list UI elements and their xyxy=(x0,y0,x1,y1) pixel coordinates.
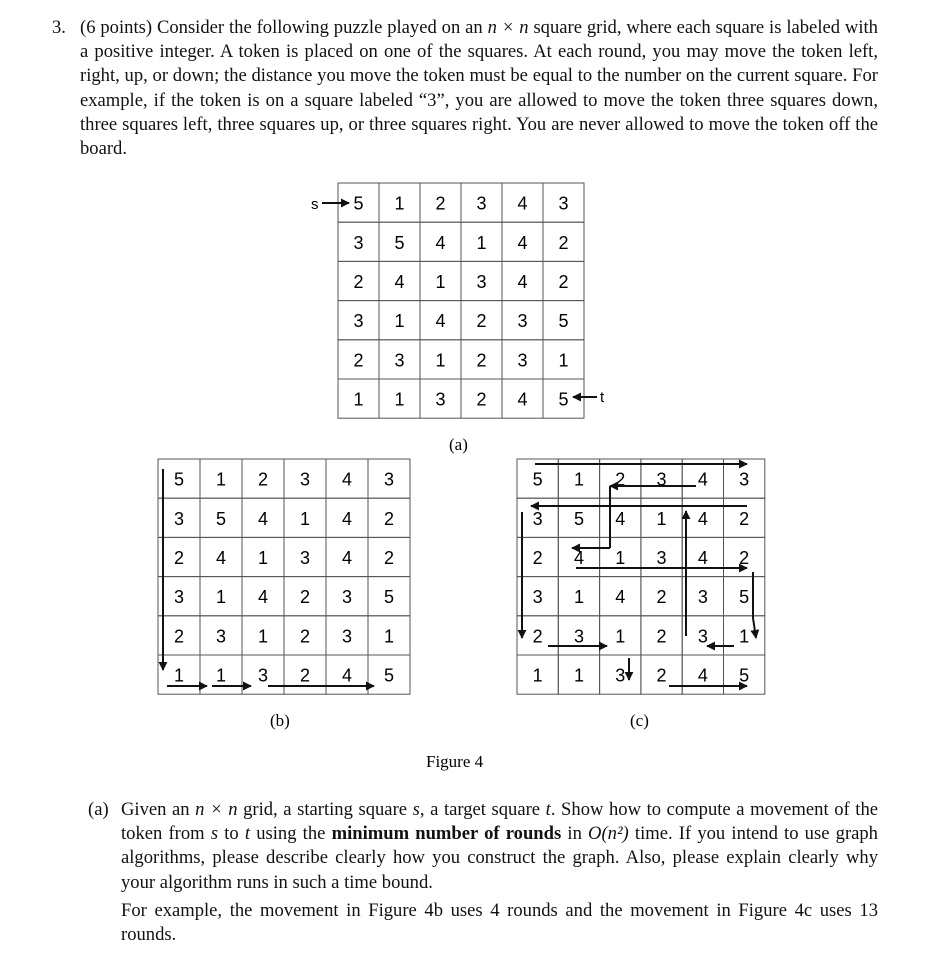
grid-a-cell-r0-c4: 4 xyxy=(517,193,528,214)
problem-points: (6 points) xyxy=(80,17,153,38)
grid-a-cell-r4-c2: 1 xyxy=(435,350,446,371)
grid-c-cell-r0-c1: 1 xyxy=(573,469,584,490)
part-a-text-5: to xyxy=(218,823,245,845)
grid-b-cell-r4-c1: 3 xyxy=(215,626,227,647)
grid-a-cell-r5-c3: 2 xyxy=(476,389,487,410)
grid-a-cell-r1-c2: 4 xyxy=(435,232,446,253)
grid-a-cell-r4-c5: 1 xyxy=(558,350,569,371)
grid-a-cell-r0-c1: 1 xyxy=(394,193,405,214)
grid-b-cell-r3-c5: 5 xyxy=(383,587,395,608)
grid-c-cell-r1-c5: 2 xyxy=(739,508,750,529)
grid-b-cell-r4-c3: 2 xyxy=(299,626,311,647)
grid-a-cell-r1-c0: 3 xyxy=(353,232,364,253)
grid-c-cell-r3-c4: 3 xyxy=(697,587,708,608)
path-b xyxy=(163,469,374,686)
grid-c-cell-r2-c0: 2 xyxy=(532,548,543,568)
grid-b-cell-r2-c5: 2 xyxy=(383,548,395,568)
part-a-n-by-n: n × n xyxy=(195,799,238,820)
grid-c-cell-r0-c5: 3 xyxy=(739,469,750,490)
grid-a-cell-r3-c4: 3 xyxy=(517,311,528,332)
grid-b xyxy=(158,459,410,694)
grid-c-cell-r3-c0: 3 xyxy=(532,587,543,608)
grid-c-cell-r4-c2: 1 xyxy=(615,626,626,647)
problem-number: 3. xyxy=(52,17,66,38)
grid-b-cell-r3-c2: 4 xyxy=(257,587,269,608)
grid-b-cell-r1-c2: 4 xyxy=(257,508,269,529)
problem-n-by-n: n × n xyxy=(487,17,529,38)
grid-b-cell-r1-c5: 2 xyxy=(383,508,395,529)
grid-a-cell-r5-c5: 5 xyxy=(558,389,569,410)
grid-c-cell-r4-c1: 3 xyxy=(573,626,584,647)
grid-c-cell-r1-c3: 1 xyxy=(656,508,667,529)
grid-b-cell-r5-c3: 2 xyxy=(299,665,311,686)
grid-b-cell-r4-c0: 2 xyxy=(173,626,185,647)
grid-a-cell-r1-c1: 5 xyxy=(394,232,405,253)
grid-a-cell-r2-c1: 4 xyxy=(394,272,405,292)
grid-b-cell-r3-c0: 3 xyxy=(173,587,185,608)
grid-c-cell-r0-c4: 4 xyxy=(697,469,708,490)
grid-c-cell-r3-c2: 4 xyxy=(615,587,626,608)
grid-b-cell-r5-c2: 3 xyxy=(257,665,269,686)
grid-b-cell-r1-c0: 3 xyxy=(173,508,185,529)
part-a-text-7: in xyxy=(561,823,589,845)
grid-a-cell-r4-c1: 3 xyxy=(394,350,405,371)
grid-b-cell-r0-c5: 3 xyxy=(383,469,395,490)
grid-b-cell-r2-c0: 2 xyxy=(173,548,185,568)
grid-b-cell-r5-c4: 4 xyxy=(341,665,353,686)
grid-b-cell-r4-c4: 3 xyxy=(341,626,353,647)
grid-c-cell-r4-c4: 3 xyxy=(697,626,708,647)
grid-a-cell-r2-c4: 4 xyxy=(517,272,528,292)
grid-b-cell-r3-c1: 1 xyxy=(215,587,227,608)
grid-b-cell-r0-c1: 1 xyxy=(215,469,227,490)
grid-b-cell-r1-c1: 5 xyxy=(215,508,227,529)
grid-b-cell-r0-c2: 2 xyxy=(257,469,269,490)
part-a-label: (a) xyxy=(88,799,109,820)
grid-a-cell-r0-c5: 3 xyxy=(558,193,569,214)
part-a-text-4: . Show how to compute a movement of the token from xyxy=(121,799,878,845)
figure-title: Figure 4 xyxy=(426,752,484,771)
grid-a-cell-r2-c0: 2 xyxy=(353,272,364,292)
grid-b-cell-r5-c1: 1 xyxy=(215,665,227,686)
grid-a-cell-r5-c1: 1 xyxy=(394,389,405,410)
grid-a-cell-r1-c5: 2 xyxy=(558,232,569,253)
part-a-text-1: Given an xyxy=(121,799,196,820)
grid-b-cell-r1-c4: 4 xyxy=(341,508,353,529)
grid-c-cell-r0-c3: 3 xyxy=(656,469,667,490)
problem-intro-2: square grid, where each square is labeled with a positive integer. A token is placed on one of the squares. At each round, you may move the token left, right, up, or down; the distance you move the token must be equal to the number on the current square. For example, if the token is on a square labeled “3”, you are allowed to move the token three squares down, three squares left, three squares up, or three squares right. You are never allowed to move the token off the board. xyxy=(80,17,878,160)
part-a-text-2: grid, a starting square xyxy=(237,799,413,820)
grid-c-cell-r1-c1: 5 xyxy=(573,508,584,529)
grid-c-cell-r5-c5: 5 xyxy=(739,665,750,686)
grid-c-cell-r5-c3: 2 xyxy=(656,665,667,686)
grid-b-cell-r0-c4: 4 xyxy=(341,469,353,490)
grid-c-cell-r5-c0: 1 xyxy=(532,665,543,686)
grid-c-cell-r2-c1: 4 xyxy=(573,548,584,568)
grid-b-cell-r1-c3: 1 xyxy=(299,508,311,529)
part-a-example: For example, the movement in Figure 4b uses 4 rounds and the movement in Figure 4c uses 13 rounds. xyxy=(121,899,878,946)
grid-a-cell-r1-c3: 1 xyxy=(476,232,487,253)
grid-a-cell-r0-c2: 2 xyxy=(435,193,446,214)
grid-a-cell-r3-c0: 3 xyxy=(353,311,364,332)
grid-b-cell-r4-c5: 1 xyxy=(383,626,395,647)
grid-c-cell-r5-c1: 1 xyxy=(573,665,584,686)
grid-a-cell-r2-c2: 1 xyxy=(435,272,446,292)
caption-a: (a) xyxy=(449,435,468,454)
grid-c-cell-r2-c4: 4 xyxy=(697,548,708,568)
grid-b-cell-r0-c3: 3 xyxy=(299,469,311,490)
target-label: t xyxy=(600,389,605,406)
part-a-t2: t xyxy=(244,823,251,845)
grid-b-cell-r3-c3: 2 xyxy=(299,587,311,608)
grid-c-cell-r4-c5: 1 xyxy=(739,626,750,647)
grid-c-cell-r3-c3: 2 xyxy=(656,587,667,608)
grid-c-cell-r5-c4: 4 xyxy=(697,665,708,686)
grid-c-cell-r1-c0: 3 xyxy=(532,508,543,529)
grid-a-cell-r0-c0: 5 xyxy=(353,193,364,214)
grid-b-cell-r0-c0: 5 xyxy=(173,469,185,490)
part-a xyxy=(88,798,878,951)
part-a-t: t xyxy=(545,799,551,820)
grid-c-cell-r0-c0: 5 xyxy=(532,469,543,490)
grid-a-cell-r2-c3: 3 xyxy=(476,272,487,292)
grid-a-cell-r4-c0: 2 xyxy=(353,350,364,371)
part-a-s2: s xyxy=(210,823,219,845)
start-label: s xyxy=(311,196,319,213)
path-c xyxy=(522,464,756,686)
part-a-text-8: time. If you intend to use graph algorithms, please describe clearly how you construct the graph. Also, please explain clearly why your algorithm runs in such a time bound. xyxy=(121,823,878,893)
grid-a-cell-r5-c2: 3 xyxy=(435,389,446,410)
grid-b-cell-r5-c0: 1 xyxy=(173,665,185,686)
caption-b: (b) xyxy=(270,711,290,730)
grid-a-cell-r4-c3: 2 xyxy=(476,350,487,371)
grid-c-cell-r2-c5: 2 xyxy=(739,548,750,568)
grid-a-cell-r3-c1: 1 xyxy=(394,311,405,332)
part-a-bold: minimum number of rounds xyxy=(331,823,562,845)
grid-c xyxy=(517,459,765,694)
grid-a-cell-r1-c4: 4 xyxy=(517,232,528,253)
grid-b-cell-r2-c2: 1 xyxy=(257,548,269,568)
grid-c-cell-r4-c3: 2 xyxy=(656,626,667,647)
part-a-complexity: O(n²) xyxy=(588,823,629,845)
grid-c-cell-r1-c4: 4 xyxy=(697,508,708,529)
grid-a-cell-r3-c3: 2 xyxy=(476,311,487,332)
grid-a-cell-r2-c5: 2 xyxy=(558,272,569,292)
part-a-s: s xyxy=(412,799,420,820)
part-a-text-3: , a target square xyxy=(419,799,546,820)
grid-c-cell-r1-c2: 4 xyxy=(615,508,626,529)
part-a-question xyxy=(121,798,878,895)
grid-c-cell-r2-c2: 1 xyxy=(615,548,626,568)
caption-c: (c) xyxy=(630,711,649,730)
grid-a-cell-r4-c4: 3 xyxy=(517,350,528,371)
grid-c-cell-r3-c1: 1 xyxy=(573,587,584,608)
grid-b-cell-r2-c4: 4 xyxy=(341,548,353,568)
grid-a xyxy=(338,183,584,418)
problem-intro-1: Consider the following puzzle played on an xyxy=(156,17,488,38)
grid-b-cell-r2-c1: 4 xyxy=(215,548,227,568)
grid-b-cell-r3-c4: 3 xyxy=(341,587,353,608)
grid-a-cell-r0-c3: 3 xyxy=(476,193,487,214)
grid-a-cell-r5-c0: 1 xyxy=(353,389,364,410)
grid-c-cell-r2-c3: 3 xyxy=(656,548,667,568)
grid-a-cell-r5-c4: 4 xyxy=(517,389,528,410)
grid-b-cell-r5-c5: 5 xyxy=(383,665,395,686)
part-a-text-6: using the xyxy=(250,823,332,845)
grid-a-cell-r3-c5: 5 xyxy=(558,311,569,332)
grid-b-cell-r4-c2: 1 xyxy=(257,626,269,647)
grid-c-cell-r0-c2: 2 xyxy=(615,469,626,490)
grid-b-cell-r2-c3: 3 xyxy=(299,548,311,568)
grid-c-cell-r4-c0: 2 xyxy=(532,626,543,647)
grid-c-cell-r3-c5: 5 xyxy=(739,587,750,608)
grid-a-cell-r3-c2: 4 xyxy=(435,311,446,332)
grid-c-cell-r5-c2: 3 xyxy=(615,665,626,686)
